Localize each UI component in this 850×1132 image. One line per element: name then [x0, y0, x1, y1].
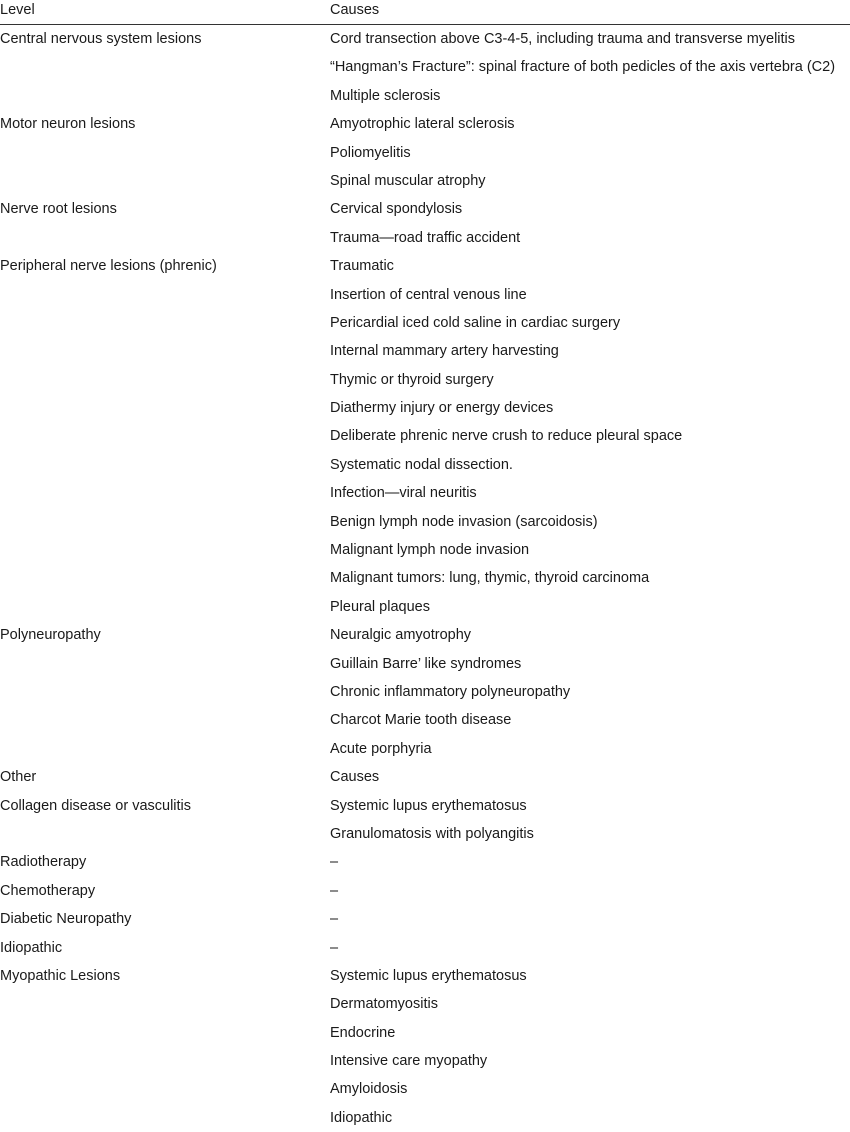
row-cause: Thymic or thyroid surgery [330, 371, 494, 388]
table-row [0, 451, 850, 479]
row-level: Central nervous system lesions [0, 31, 202, 47]
table-row [0, 110, 850, 138]
table-row [0, 508, 850, 536]
table-row [0, 905, 850, 933]
table-row [0, 139, 850, 167]
table-row [0, 167, 850, 195]
row-cause: Systematic nodal dissection. [330, 456, 513, 473]
row-level: Diabetic Neuropathy [0, 911, 132, 928]
table-row [0, 1104, 850, 1132]
table-row [0, 650, 850, 678]
row-cause: Multiple sclerosis [330, 87, 441, 104]
row-level: Nerve root lesions [0, 201, 117, 218]
row-level: Myopathic Lesions [0, 967, 121, 984]
row-cause: Benign lymph node invasion (sarcoidosis) [330, 513, 598, 530]
table-row [0, 309, 850, 337]
row-cause: Spinal muscular atrophy [330, 172, 486, 189]
table-row [0, 337, 850, 365]
row-cause: Acute porphyria [330, 740, 432, 757]
row-cause: – [330, 939, 339, 956]
table-row [0, 1075, 850, 1103]
table-row [0, 678, 850, 706]
table-row [0, 224, 850, 252]
row-cause: – [330, 911, 339, 928]
row-cause: Amyloidosis [330, 1081, 408, 1098]
row-level: Motor neuron lesions [0, 116, 136, 133]
row-cause: Poliomyelitis [330, 144, 411, 161]
row-level: Collagen disease or vasculitis [0, 797, 192, 814]
row-cause: Endocrine [330, 1024, 396, 1041]
row-cause: Traumatic [330, 258, 394, 275]
row-cause: Causes [330, 769, 380, 786]
row-level: Other [0, 769, 37, 786]
row-cause: Chronic inflammatory polyneuropathy [330, 683, 571, 700]
row-cause: Infection—viral neuritis [330, 485, 477, 502]
table-row [0, 735, 850, 763]
table-row [0, 366, 850, 394]
row-cause: Idiopathic [330, 1109, 393, 1126]
row-cause: Neuralgic amyotrophy [330, 627, 472, 644]
table-row [0, 621, 850, 649]
row-cause: Cervical spondylosis [330, 201, 463, 218]
table-row [0, 593, 850, 621]
row-cause: Granulomatosis with polyangitis [330, 825, 534, 842]
row-cause: Malignant lymph node invasion [330, 542, 530, 559]
table-row [0, 25, 850, 53]
table-row [0, 962, 850, 990]
table-row [0, 422, 850, 450]
table-row [0, 877, 850, 905]
row-cause: Systemic lupus erythematosus [330, 967, 527, 984]
table-row [0, 990, 850, 1018]
row-cause: Internal mammary artery harvesting [330, 343, 559, 360]
table-row [0, 195, 850, 223]
row-cause: Trauma—road traffic accident [330, 229, 521, 246]
table-row [0, 394, 850, 422]
table-row [0, 1019, 850, 1047]
table-row [0, 536, 850, 564]
row-cause: – [330, 854, 339, 871]
row-cause: Charcot Marie tooth disease [330, 712, 512, 729]
row-level: Idiopathic [0, 939, 63, 956]
table-row [0, 281, 850, 309]
row-cause: Intensive care myopathy [330, 1053, 488, 1070]
table-body [0, 25, 850, 1132]
row-cause: Diathermy injury or energy devices [330, 400, 554, 417]
row-cause: Deliberate phrenic nerve crush to reduce pleural space [330, 428, 683, 445]
row-level: Radiotherapy [0, 854, 87, 871]
table-row [0, 252, 850, 280]
row-cause: Amyotrophic lateral sclerosis [330, 116, 515, 133]
table-row [0, 820, 850, 848]
row-cause: Pericardial iced cold saline in cardiac surgery [330, 314, 621, 331]
row-level: Polyneuropathy [0, 627, 101, 644]
header-level: Level [0, 2, 35, 18]
table-row [0, 706, 850, 734]
row-cause: Cord transection above C3-4-5, including trauma and transverse myelitis [330, 31, 796, 47]
table-row [0, 1047, 850, 1075]
row-cause: Systemic lupus erythematosus [330, 797, 527, 814]
row-cause: “Hangman’s Fracture”: spinal fracture of both pedicles of the axis vertebra (C2) [330, 59, 836, 76]
row-level: Chemotherapy [0, 882, 96, 899]
row-cause: Pleural plaques [330, 598, 430, 615]
table-row [0, 564, 850, 592]
table-row [0, 848, 850, 876]
table-row [0, 479, 850, 507]
row-cause: Guillain Barre’ like syndromes [330, 655, 522, 672]
header-causes: Causes [330, 2, 380, 18]
row-cause: – [330, 882, 339, 899]
table-row [0, 82, 850, 110]
table-header-row [0, 0, 850, 25]
table-row [0, 934, 850, 962]
row-cause: Malignant tumors: lung, thymic, thyroid carcinoma [330, 570, 650, 587]
row-cause: Insertion of central venous line [330, 286, 527, 303]
row-cause: Dermatomyositis [330, 996, 438, 1013]
row-level: Peripheral nerve lesions (phrenic) [0, 258, 217, 275]
table-row [0, 53, 850, 81]
table-row [0, 792, 850, 820]
table-row [0, 763, 850, 791]
